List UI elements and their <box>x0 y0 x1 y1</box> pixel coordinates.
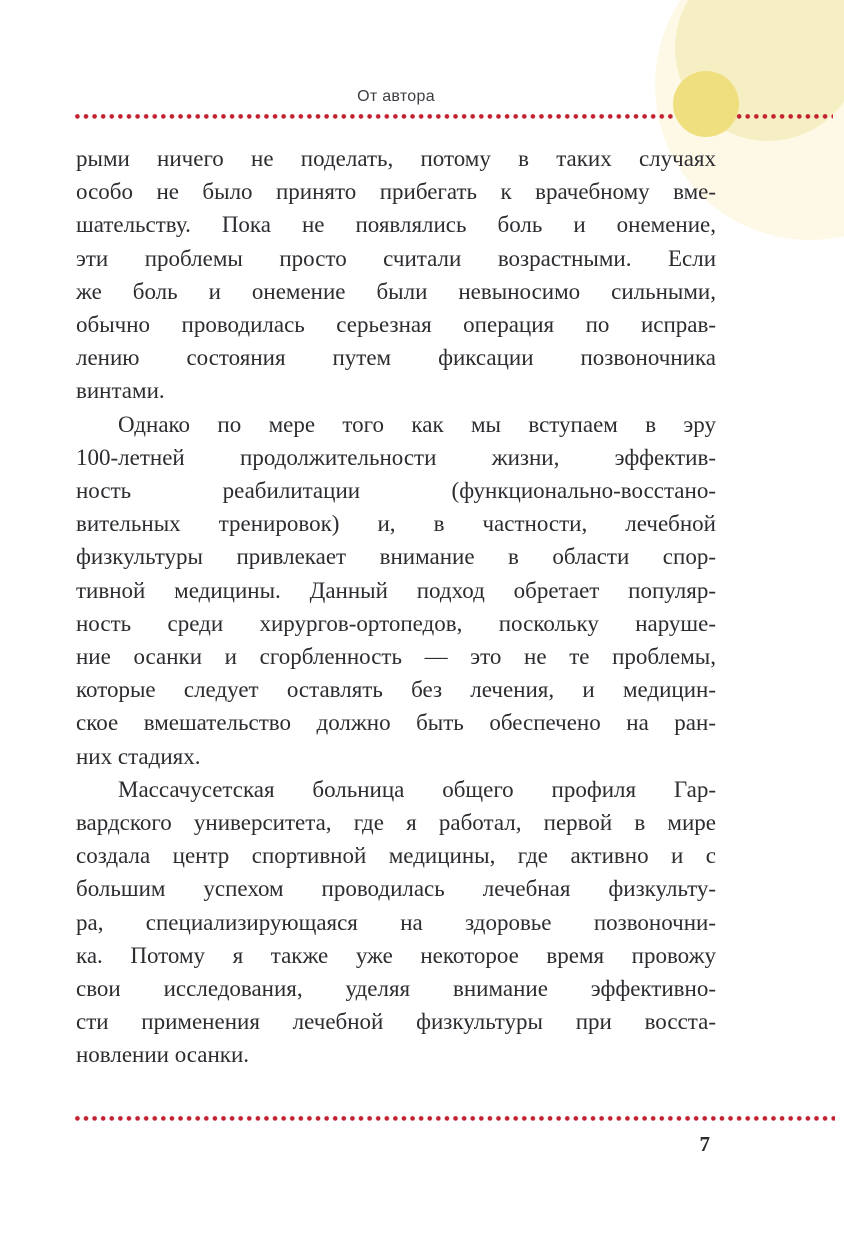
text-line: них стадиях. <box>76 743 201 769</box>
dotted-divider-bottom <box>75 1116 835 1121</box>
text-line: особо не было принято прибегать к врачебному вме- <box>76 179 716 205</box>
text-line: создала центр спортивной медицины, где активно и с <box>76 843 716 869</box>
text-line: сти применения лечебной физкультуры при восста- <box>76 1009 716 1035</box>
text-line: эти проблемы просто считали возрастными. Если <box>76 245 716 271</box>
text-line: лению состояния путем фиксации позвоночника <box>76 345 716 371</box>
text-line: ское вмешательство должно быть обеспечено на ран- <box>76 710 716 736</box>
text-line: рыми ничего не поделать, потому в таких случаях <box>76 146 716 171</box>
text-line: ность реабилитации (функционально-восстано- <box>76 478 716 504</box>
text-line: 100-летней продолжительности жизни, эффектив- <box>76 444 716 470</box>
text-line: же боль и онемение были невыносимо сильными, <box>76 278 716 304</box>
text-line: Массачусетская больница общего профиля Гар- <box>118 776 716 802</box>
text-line: большим успехом проводилась лечебная физкульту- <box>76 876 716 902</box>
text-line: ка. Потому я также уже некоторое время провожу <box>76 942 716 968</box>
text-line: физкультуры привлекает внимание в области спор- <box>76 544 716 570</box>
text-line: Однако по мере того как мы вступаем в эру <box>118 411 716 437</box>
paragraph <box>76 773 716 1072</box>
text-line: свои исследования, уделяя внимание эффективно- <box>76 976 716 1002</box>
text-line: вительных тренировок) и, в частности, лечебной <box>76 511 716 537</box>
decorative-circle-small <box>673 71 739 137</box>
text-line: новлении осанки. <box>76 1042 250 1068</box>
text-line: которые следует оставлять без лечения, и медицин- <box>76 677 716 703</box>
text-line: вардского университета, где я работал, первой в мире <box>76 810 716 836</box>
text-line: винтами. <box>76 378 165 404</box>
text-line: ние осанки и сгорбленность — это не те проблемы, <box>76 644 716 670</box>
page-number: 7 <box>699 1132 710 1156</box>
text-line: тивной медицины. Данный подход обретает популяр- <box>76 577 716 603</box>
paragraph <box>76 142 716 408</box>
text-line: обычно проводилась серьезная операция по исправ- <box>76 312 716 338</box>
text-line: шательству. Пока не появлялись боль и онемение, <box>76 212 716 238</box>
paragraph <box>76 408 716 773</box>
text-line: ра, специализирующаяся на здоровье позвоночни- <box>76 909 716 935</box>
body-text <box>76 142 716 1072</box>
text-line: ность среди хирургов-ортопедов, поскольку наруше- <box>76 610 716 636</box>
chapter-header: От автора <box>357 88 435 105</box>
